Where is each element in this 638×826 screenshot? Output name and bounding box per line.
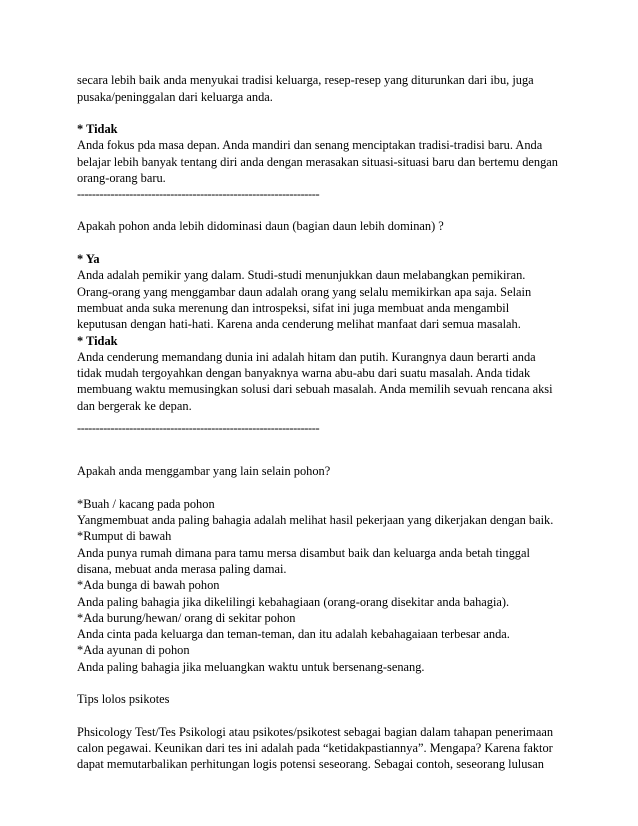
option-heading: *Ada bunga di bawah pohon <box>77 578 220 592</box>
separator-line: ----------------------------------------------------------------- <box>77 421 320 435</box>
option-text: Anda paling bahagia jika dikelilingi kebahagiaan (orang-orang disekitar anda bahagia). <box>77 595 510 609</box>
text-line: orang-orang baru. <box>77 171 166 185</box>
option-text: Anda punya rumah dimana para tamu mersa disambut baik dan keluarga anda betah tinggal <box>77 546 530 560</box>
separator-line: ----------------------------------------------------------------- <box>77 187 320 201</box>
option-heading: *Buah / kacang pada pohon <box>77 497 215 511</box>
text-line: pusaka/peninggalan dari keluarga anda. <box>77 90 273 104</box>
question-other-drawings: Apakah anda menggambar yang lain selain pohon? <box>77 464 331 478</box>
option-text: disana, mebuat anda merasa paling damai. <box>77 562 287 576</box>
text-line: calon pegawai. Keunikan dari tes ini adalah pada “ketidakpastiannya”. Mengapa? Karena faktor <box>77 741 553 755</box>
text-line: tidak mudah tergoyahkan dengan banyaknya warna abu-abu dari suatu masalah. Anda tidak <box>77 366 531 380</box>
option-text: Anda cinta pada keluarga dan teman-teman, dan itu adalah kebahagaiaan terbesar anda. <box>77 627 510 641</box>
text-line: Orang-orang yang menggambar daun adalah orang yang selalu memikirkan apa saja. Selain <box>77 285 532 299</box>
option-text: Yangmembuat anda paling bahagia adalah melihat hasil pekerjaan yang dikerjakan dengan baik. <box>77 513 554 527</box>
text-line: dan bergerak ke depan. <box>77 399 192 413</box>
text-line: Anda adalah pemikir yang dalam. Studi-studi menunjukkan daun melabangkan pemikiran. <box>77 268 526 282</box>
question-leaves: Apakah pohon anda lebih didominasi daun (bagian daun lebih dominan) ? <box>77 219 444 233</box>
tidak-heading: * Tidak <box>77 122 118 136</box>
text-line: keputusan dengan hati-hati. Karena anda cenderung melihat manfaat dari semua masalah. <box>77 317 521 331</box>
option-heading: *Ada ayunan di pohon <box>77 643 190 657</box>
text-line: Phsicology Test/Tes Psikologi atau psikotes/psikotest sebagai bagian dalam tahapan penerimaan <box>77 725 554 739</box>
text-line: Anda fokus pda masa depan. Anda mandiri dan senang menciptakan tradisi-tradisi baru. Anda <box>77 138 543 152</box>
text-line: membuang waktu memusingkan solusi dari sebuah masalah. Anda memilih sevuah rencana aksi <box>77 382 553 396</box>
text-line: belajar lebih banyak tentang diri anda dengan merasakan situasi-situasi baru dan bertemu dengan <box>77 155 558 169</box>
ya-heading: * Ya <box>77 252 100 266</box>
text-line: dapat memutarbalikan perhitungan logis potensi seseorang. Sebagai contoh, seseorang lulusan <box>77 757 544 771</box>
option-heading: *Rumput di bawah <box>77 529 172 543</box>
tidak-heading: * Tidak <box>77 334 118 348</box>
option-text: Anda paling bahagia jika meluangkan waktu untuk bersenang-senang. <box>77 660 425 674</box>
tips-heading: Tips lolos psikotes <box>77 692 170 706</box>
text-line: secara lebih baik anda menyukai tradisi keluarga, resep-resep yang diturunkan dari ibu, juga <box>77 73 534 87</box>
text-line: membuat anda suka merenung dan introspeksi, sifat ini juga membuat anda mengambil <box>77 301 510 315</box>
text-line: Anda cenderung memandang dunia ini adalah hitam dan putih. Kurangnya daun berarti anda <box>77 350 536 364</box>
option-heading: *Ada burung/hewan/ orang di sekitar pohon <box>77 611 296 625</box>
